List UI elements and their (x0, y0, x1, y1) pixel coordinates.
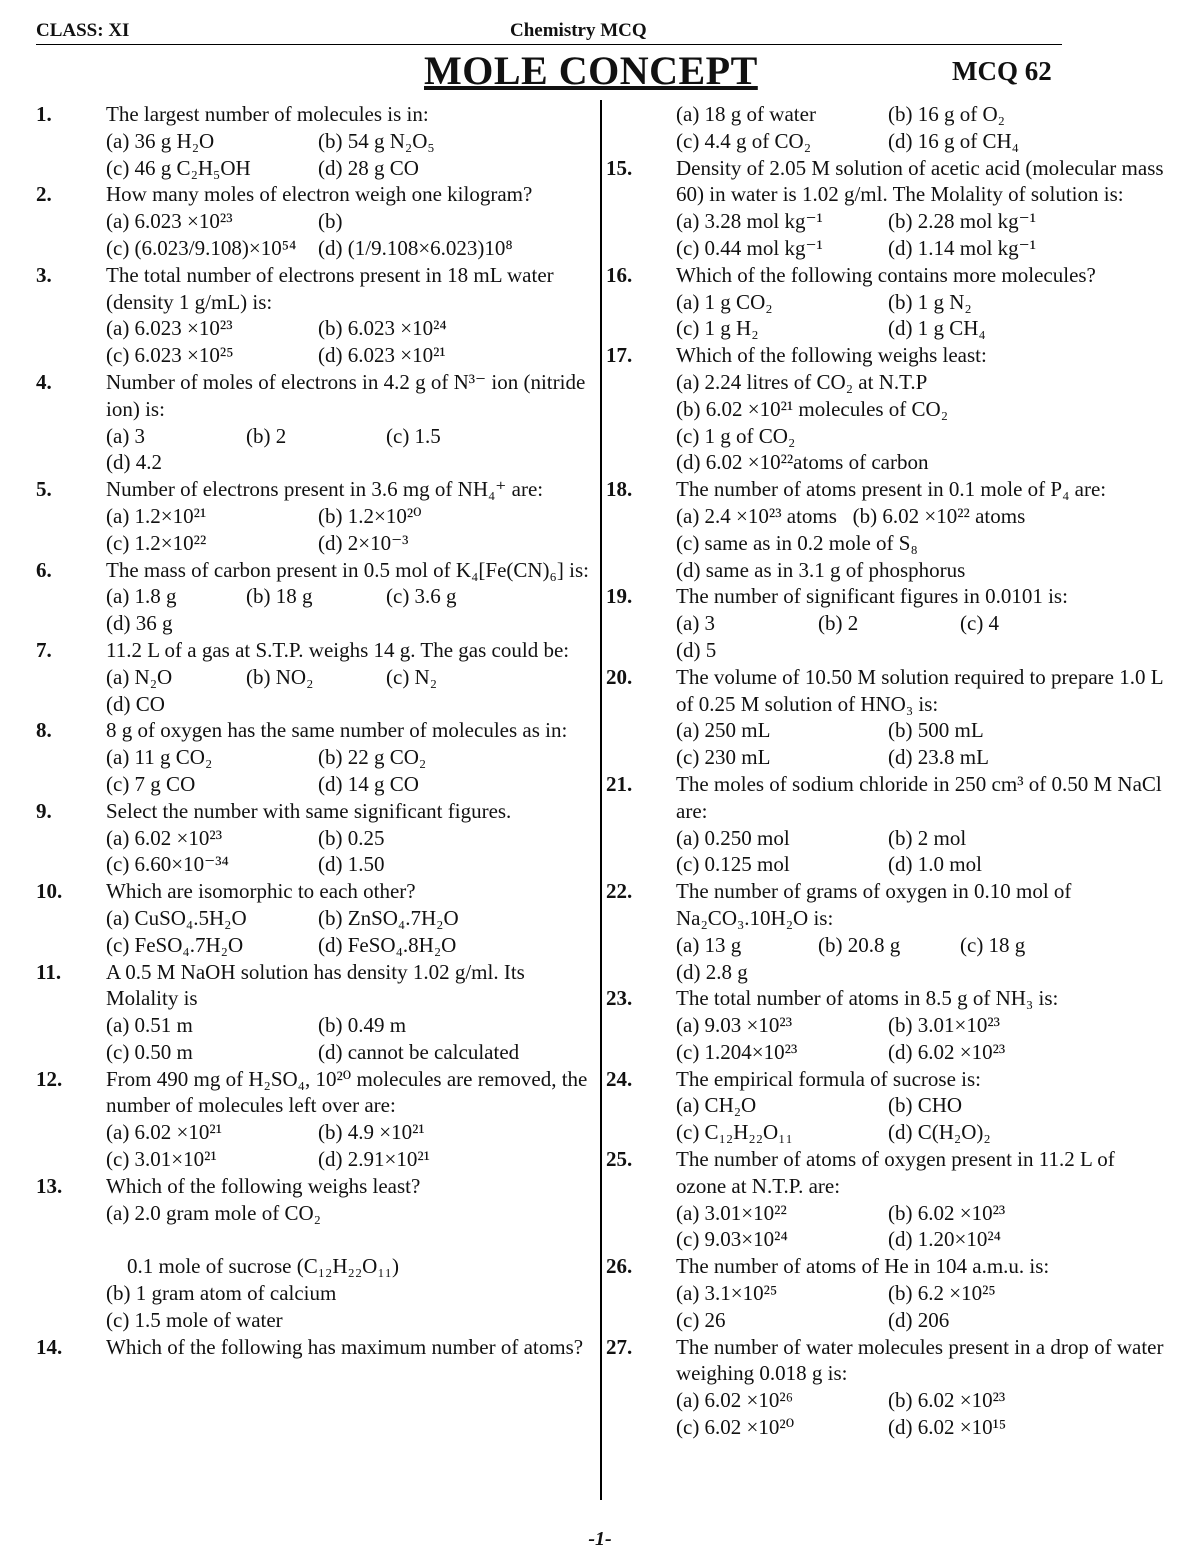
question-number: 15. (606, 155, 633, 180)
option-list (606, 610, 1166, 664)
answer-option[interactable]: (c) 0.44 mol kg⁻¹ (676, 235, 823, 260)
answer-option[interactable]: (d) CO (106, 691, 165, 716)
question-text: Which of the following contains more molecules? (676, 262, 1096, 287)
answer-option[interactable]: (a) 3.28 mol kg⁻¹ (676, 209, 823, 234)
answer-option[interactable]: (a) 9.03 ×10²³ (676, 1013, 792, 1038)
answer-option[interactable]: (d) 1.50 (318, 852, 385, 877)
subject-label: Chemistry MCQ (510, 20, 647, 41)
answer-option[interactable]: (d) 2×10⁻³ (318, 530, 409, 555)
answer-option[interactable]: (a) 250 mL (676, 718, 771, 743)
question-item (36, 1173, 596, 1334)
question-number: 14. (36, 1334, 63, 1359)
answer-option[interactable]: (a) 18 g of water (676, 102, 816, 126)
answer-option[interactable]: (b) 2 (818, 611, 859, 636)
question-item (606, 771, 1166, 878)
answer-option[interactable]: (a) CuSO₄.5H₂O (106, 905, 247, 930)
question-number: 8. (36, 718, 52, 743)
answer-option[interactable]: (d) 4.2 (106, 450, 162, 475)
answer-option[interactable]: (c) N₂ (386, 664, 438, 689)
answer-option[interactable]: (d) 2.91×10²¹ (318, 1147, 430, 1172)
option-list (36, 1012, 596, 1066)
question-number: 2. (36, 182, 52, 207)
answer-option[interactable]: (d) FeSO₄.8H₂O (318, 932, 457, 957)
question-number: 5. (36, 477, 52, 502)
answer-option[interactable]: (b) 0.25 (318, 825, 385, 850)
option-list (36, 664, 596, 718)
option-list (606, 289, 1166, 343)
question-text: How many moles of electron weigh one kilogram? (106, 182, 533, 207)
answer-option[interactable]: (c) C₁₂H₂₂O₁₁ (676, 1120, 793, 1145)
answer-option[interactable]: (d) 36 g (106, 611, 173, 636)
answer-option[interactable]: (a) 1 g CO₂ (676, 289, 773, 314)
question-item (606, 878, 1166, 985)
answer-option[interactable]: (b) 54 g N₂O₅ (318, 128, 435, 153)
answer-option[interactable]: (c) 230 mL (676, 745, 771, 770)
answer-option[interactable]: (b) 6.02 ×10²³ (888, 1388, 1006, 1413)
answer-option[interactable]: (d) (1/9.108×6.023)10⁸ (318, 235, 513, 260)
column-divider (600, 100, 602, 1500)
question-item (36, 369, 596, 476)
answer-option[interactable]: (c) 3.6 g (386, 584, 457, 609)
question-text: The mass of carbon present in 0.5 mol of K₄[Fe(CN)₆] is: (106, 557, 589, 582)
answer-option[interactable]: (c) 7 g CO (106, 771, 196, 796)
answer-option[interactable]: (b) 500 mL (888, 718, 984, 743)
answer-option[interactable]: (b) 2 (246, 423, 287, 448)
question-text: The number of water molecules present in a drop of water weighing 0.018 g is: (676, 1334, 1164, 1386)
option-list (36, 583, 596, 637)
answer-option[interactable]: (b) 6.2 ×10²⁵ (888, 1281, 996, 1306)
question-text: The number of atoms present in 0.1 mole of P₄ are: (676, 477, 1107, 502)
question-text: The number of significant figures in 0.0101 is: (676, 584, 1068, 609)
question-item (606, 583, 1166, 663)
option-list (36, 744, 596, 798)
answer-option[interactable]: (c) 26 (676, 1307, 726, 1332)
answer-option[interactable]: (d) 1.20×10²⁴ (888, 1227, 1001, 1252)
option-list (36, 1200, 596, 1334)
question-item (606, 262, 1166, 342)
answer-option[interactable]: (b) 16 g of O₂ (888, 102, 1005, 126)
answer-option[interactable]: (a) 3 (106, 423, 146, 448)
question-item (606, 1253, 1166, 1333)
question-item (606, 476, 1166, 583)
answer-option[interactable]: (b) 4.9 ×10²¹ (318, 1120, 425, 1145)
answer-option[interactable]: (b) 6.02 ×10²¹ molecules of CO₂ (676, 396, 949, 421)
answer-option[interactable]: (c) (6.023/9.108)×10⁵⁴ (106, 235, 297, 260)
question-text: Which are isomorphic to each other? (106, 879, 416, 904)
question-item (36, 476, 596, 556)
question-text: The empirical formula of sucrose is: (676, 1066, 981, 1091)
answer-option[interactable]: (a) 3.01×10²² (676, 1200, 787, 1225)
question-number: 19. (606, 584, 633, 609)
question-item (36, 637, 596, 717)
question-number: 27. (606, 1334, 633, 1359)
option-list (606, 208, 1166, 262)
answer-option[interactable]: (b) 1 g N₂ (888, 289, 972, 314)
answer-option[interactable]: (b) 22 g CO₂ (318, 745, 427, 770)
question-number: 18. (606, 477, 633, 502)
question-number: 11. (36, 959, 62, 984)
answer-option[interactable]: (a) 36 g H₂O (106, 128, 215, 153)
option-list (606, 1200, 1166, 1254)
question-item (36, 101, 596, 181)
answer-option[interactable]: (a) 0.250 mol (676, 825, 790, 850)
answer-option[interactable]: (c) 4 (960, 611, 1000, 636)
question-number: 9. (36, 798, 52, 823)
question-number: 3. (36, 262, 52, 287)
option-list (36, 208, 596, 262)
answer-option[interactable]: (c) 4.4 g of CO₂ (676, 128, 812, 153)
question-text: Which of the following weighs least: (676, 343, 987, 368)
option-list (606, 1387, 1166, 1441)
answer-option[interactable]: (b) 20.8 g (818, 932, 901, 957)
answer-option[interactable]: (c) same as in 0.2 mole of S₈ (676, 530, 918, 555)
answer-option[interactable]: (c) 1.2×10²² (106, 530, 207, 555)
answer-option[interactable]: (d) 28 g CO (318, 155, 419, 180)
question-item (36, 959, 596, 1066)
answer-option[interactable]: (a) 6.02 ×10²⁶ (676, 1388, 794, 1413)
answer-option[interactable]: (d) 6.02 ×10¹⁵ (888, 1415, 1007, 1440)
answer-option[interactable]: (c) 46 g C₂H₅OH (106, 155, 251, 180)
option-list (606, 101, 1166, 155)
answer-option[interactable]: (a) 0.51 m (106, 1013, 193, 1038)
answer-option[interactable]: (c) 6.60×10⁻³⁴ (106, 852, 229, 877)
answer-option[interactable]: (c) 1.5 mole of water (106, 1307, 283, 1332)
option-list (36, 825, 596, 879)
answer-option[interactable]: (d) 1.0 mol (888, 852, 982, 877)
question-text: 11.2 L of a gas at S.T.P. weighs 14 g. The gas could be: (106, 637, 570, 662)
answer-option[interactable]: (d) same as in 3.1 g of phosphorus (676, 557, 966, 582)
option-list (36, 905, 596, 959)
answer-option[interactable]: (a) 6.02 ×10²³ (106, 825, 222, 850)
question-item (36, 557, 596, 637)
option-list (606, 503, 1166, 583)
option-list (36, 503, 596, 557)
answer-option[interactable]: (b) (318, 209, 343, 234)
answer-option[interactable]: (a) 2.0 gram mole of CO₂ (106, 1200, 321, 1225)
question-item (36, 181, 596, 261)
answer-option[interactable]: (a) 13 g (676, 932, 742, 957)
question-number: 26. (606, 1254, 633, 1279)
question-item (36, 717, 596, 797)
question-number: 4. (36, 369, 52, 394)
question-text: The volume of 10.50 M solution required to prepare 1.0 L of 0.25 M solution of HNO₃ is: (676, 664, 1163, 716)
question-item (606, 985, 1166, 1065)
answer-option[interactable]: (d) cannot be calculated (318, 1039, 520, 1064)
answer-option[interactable]: (b) 6.02 ×10²³ (888, 1200, 1006, 1225)
answer-option[interactable]: (c) 1.204×10²³ (676, 1039, 798, 1064)
question-number: 20. (606, 664, 633, 689)
question-item (36, 1066, 596, 1173)
answer-option[interactable]: (d) 1 g CH₄ (888, 316, 986, 341)
option-list (36, 128, 596, 182)
answer-option[interactable]: (b) 0.49 m (318, 1013, 407, 1038)
question-item (36, 1334, 596, 1361)
answer-option[interactable]: (a) 6.023 ×10²³ (106, 316, 233, 341)
question-text: The total number of electrons present in 18 mL water (density 1 g/mL) is: (106, 262, 554, 314)
left-column (36, 101, 596, 1360)
answer-option[interactable]: 0.1 mole of sucrose (C₁₂H₂₂O₁₁) (106, 1254, 399, 1279)
answer-option[interactable]: (d) 1.14 mol kg⁻¹ (888, 235, 1037, 260)
answer-option[interactable]: (b) 18 g (246, 584, 313, 609)
answer-option[interactable]: (d) 206 (888, 1307, 950, 1332)
question-number: 16. (606, 262, 633, 287)
option-list (606, 369, 1166, 476)
answer-option[interactable]: (b) 6.023 ×10²⁴ (318, 316, 447, 341)
question-text: Number of moles of electrons in 4.2 g of N³⁻ ion (nitride ion) is: (106, 369, 586, 421)
question-item (36, 798, 596, 878)
question-text: Number of electrons present in 3.6 mg of NH₄⁺ are: (106, 477, 544, 502)
answer-option[interactable]: (d) 2.8 g (676, 959, 748, 984)
question-item (606, 101, 1166, 155)
answer-option[interactable]: (c) 0.125 mol (676, 852, 790, 877)
option-list (36, 315, 596, 369)
answer-option[interactable]: (d) C(H₂O)₂ (888, 1120, 991, 1145)
answer-option[interactable]: (c) 1 g H₂ (676, 316, 759, 341)
question-number: 1. (36, 102, 52, 126)
question-number: 21. (606, 771, 633, 796)
question-number: 24. (606, 1066, 633, 1091)
answer-option[interactable]: (b) 1 gram atom of calcium (106, 1281, 337, 1306)
answer-option[interactable]: (d) 6.023 ×10²¹ (318, 343, 446, 368)
answer-option[interactable]: (a) 3 (676, 611, 716, 636)
answer-option[interactable]: (c) 6.02 ×10²⁰ (676, 1415, 795, 1440)
answer-option[interactable]: (c) 0.50 m (106, 1039, 193, 1064)
answer-option[interactable]: (a) 6.02 ×10²¹ (106, 1120, 222, 1145)
question-item (606, 1334, 1166, 1441)
answer-option[interactable] (106, 1226, 596, 1253)
answer-option[interactable]: (a) CH₂O (676, 1093, 757, 1118)
question-text: The number of atoms of He in 104 a.m.u. is: (676, 1254, 1050, 1279)
answer-option[interactable]: (d) 23.8 mL (888, 745, 989, 770)
question-item (606, 664, 1166, 771)
answer-option[interactable]: (c) 6.023 ×10²⁵ (106, 343, 234, 368)
page-title: MOLE CONCEPT (424, 48, 758, 93)
question-number: 7. (36, 637, 52, 662)
option-list (606, 1280, 1166, 1334)
question-text: The moles of sodium chloride in 250 cm³ of 0.50 M NaCl are: (676, 771, 1162, 823)
option-list (36, 1119, 596, 1173)
option-list (36, 423, 596, 477)
question-text: The total number of atoms in 8.5 g of NH₃ is: (676, 986, 1059, 1011)
answer-option[interactable]: (a) 2.24 litres of CO₂ at N.T.P (676, 369, 928, 394)
option-list (606, 717, 1166, 771)
answer-option[interactable]: (a) N₂O (106, 664, 173, 689)
answer-option[interactable]: (a) 6.023 ×10²³ (106, 209, 233, 234)
question-item (606, 1146, 1166, 1253)
answer-option[interactable]: (d) 16 g of CH₄ (888, 128, 1019, 153)
question-number: 23. (606, 986, 633, 1011)
answer-option[interactable]: (c) 1.5 (386, 423, 441, 448)
question-text: The largest number of molecules is in: (106, 102, 429, 126)
question-text: A 0.5 M NaOH solution has density 1.02 g/ml. Its Molality is (106, 959, 525, 1011)
question-number: 13. (36, 1173, 63, 1198)
answer-option[interactable]: (a) 1.8 g (106, 584, 177, 609)
question-text: Which of the following has maximum number of atoms? (106, 1334, 584, 1359)
answer-option[interactable]: (c) FeSO₄.7H₂O (106, 932, 244, 957)
answer-option[interactable]: (a) 2.4 ×10²³ atoms (b) 6.02 ×10²² atoms (676, 503, 1026, 528)
mcq-number: MCQ 62 (952, 56, 1052, 86)
question-item (36, 262, 596, 369)
answer-option[interactable]: (b) NO₂ (246, 664, 314, 689)
question-text: Density of 2.05 M solution of acetic acid (molecular mass 60) in water is 1.02 g/ml. The Molality of solution is: (676, 155, 1164, 207)
answer-option[interactable]: (d) 5 (676, 637, 717, 662)
question-number: 10. (36, 879, 63, 904)
answer-option[interactable]: (b) 2 mol (888, 825, 967, 850)
option-list (606, 825, 1166, 879)
answer-option[interactable]: (b) 3.01×10²³ (888, 1013, 1000, 1038)
question-number: 25. (606, 1147, 633, 1172)
page-number: -1- (588, 1528, 612, 1550)
question-number: 12. (36, 1066, 63, 1091)
option-list (606, 1012, 1166, 1066)
answer-option[interactable]: (d) 6.02 ×10²³ (888, 1039, 1006, 1064)
answer-option[interactable]: (b) 2.28 mol kg⁻¹ (888, 209, 1037, 234)
answer-option[interactable]: (b) ZnSO₄.7H₂O (318, 905, 459, 930)
question-number: 22. (606, 879, 633, 904)
answer-option[interactable]: (c) 3.01×10²¹ (106, 1147, 217, 1172)
answer-option[interactable]: (a) 11 g CO₂ (106, 745, 213, 770)
answer-option[interactable]: (a) 1.2×10²¹ (106, 503, 207, 528)
question-item (606, 1066, 1166, 1146)
answer-option[interactable]: (c) 1 g of CO₂ (676, 423, 796, 448)
question-number: 6. (36, 557, 52, 582)
question-text: Select the number with same significant figures. (106, 798, 512, 823)
question-item (606, 342, 1166, 476)
question-text: The number of atoms of oxygen present in 11.2 L of ozone at N.T.P. are: (676, 1147, 1115, 1198)
answer-option[interactable]: (b) 1.2×10²⁰ (318, 503, 422, 528)
class-label: CLASS: XI (36, 20, 130, 41)
answer-option[interactable]: (d) 14 g CO (318, 771, 419, 796)
question-item (36, 878, 596, 958)
question-text: The number of grams of oxygen in 0.10 mol of Na₂CO₃.10H₂O is: (676, 879, 1072, 930)
question-text: 8 g of oxygen has the same number of molecules as in: (106, 718, 568, 743)
question-number: 17. (606, 343, 633, 368)
right-column (606, 101, 1166, 1441)
question-item (606, 155, 1166, 262)
option-list (606, 932, 1166, 986)
option-list (606, 1092, 1166, 1146)
page-header (36, 18, 1062, 45)
question-text: From 490 mg of H₂SO₄, 10²⁰ molecules are removed, the number of molecules left over are: (106, 1066, 588, 1118)
answer-option[interactable]: (b) CHO (888, 1093, 963, 1118)
answer-option[interactable]: (d) 6.02 ×10²²atoms of carbon (676, 450, 929, 475)
answer-option[interactable]: (c) 18 g (960, 932, 1026, 957)
answer-option[interactable]: (c) 9.03×10²⁴ (676, 1227, 788, 1252)
answer-option[interactable]: (a) 3.1×10²⁵ (676, 1281, 778, 1306)
question-text: Which of the following weighs least? (106, 1173, 421, 1198)
